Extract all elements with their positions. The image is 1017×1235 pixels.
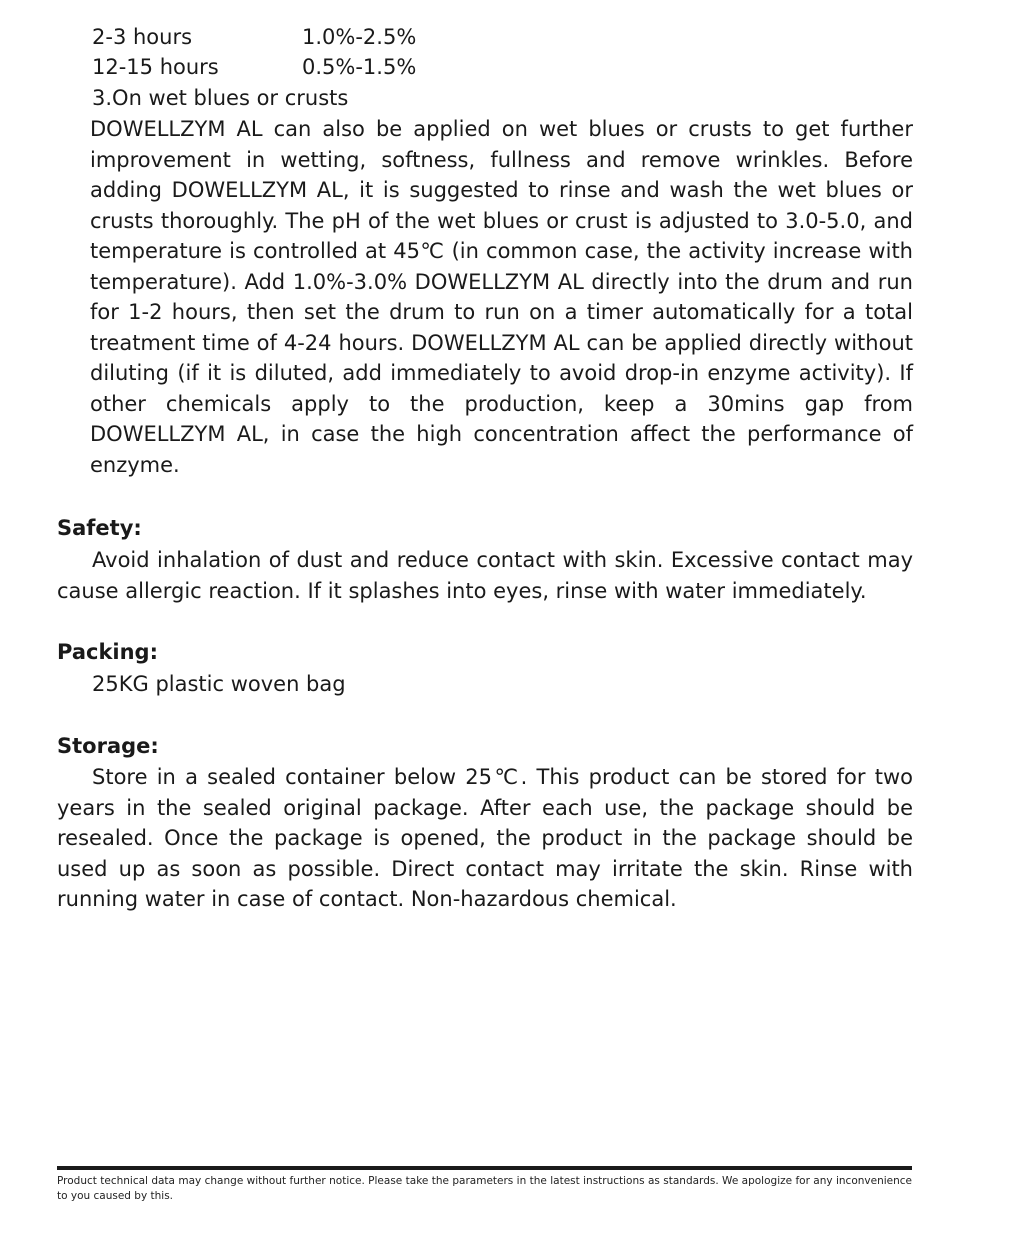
packing-text: 25KG plastic woven bag (92, 672, 346, 696)
wet-blues-paragraph: DOWELLZYM AL can also be applied on wet blues or crusts to get further improvement in wetting, softness, fullness and remove wrinkles. Before adding DOWELLZYM AL, it is suggested to rinse and wash the wet blues or crusts thoroughly. The pH of the wet blues or crust is adjusted to 3.0-5.0, and temperature is controlled at 45℃ (in common case, the activity increase with temperature). Add 1.0%-3.0% DOWELLZYM AL directly into the drum and run for 1-2 hours, then set the drum to run on a timer automatically for a total treatment time of 4-24 hours. DOWELLZYM AL can be applied directly without diluting (if it is diluted, add immediately to avoid drop-in enzyme activity). If other chemicals apply to the production, keep a 30mins gap from DOWELLZYM AL, in case the high concentration affect the performance of enzyme. (90, 117, 913, 477)
storage-heading: Storage: (57, 734, 159, 758)
dosage-row (92, 52, 416, 82)
dosage-time: 12-15 hours (92, 55, 219, 79)
wet-blues-heading: 3.On wet blues or crusts (92, 86, 349, 110)
footer-divider (57, 1166, 912, 1170)
dosage-percent: 1.0%-2.5% (302, 25, 417, 49)
storage-paragraph: Store in a sealed container below 25℃. This product can be stored for two years in the sealed original package. After each use, the package should be resealed. Once the package is opened, the product in the package should be used up as soon as possible. Direct contact may irritate the skin. Rinse with running water in case of contact. Non-hazardous chemical. (57, 765, 913, 911)
safety-paragraph: Avoid inhalation of dust and reduce contact with skin. Excessive contact may cause allergic reaction. If it splashes into eyes, rinse with water immediately. (57, 548, 913, 603)
dosage-row (92, 22, 416, 52)
dosage-time: 2-3 hours (92, 25, 193, 49)
footer-disclaimer: Product technical data may change without further notice. Please take the parameters in the latest instructions as standards. We apologize for any inconvenience to you caused by this. (57, 1175, 912, 1202)
safety-heading: Safety: (57, 516, 142, 540)
dosage-percent: 0.5%-1.5% (302, 55, 417, 79)
packing-heading: Packing: (57, 640, 158, 664)
